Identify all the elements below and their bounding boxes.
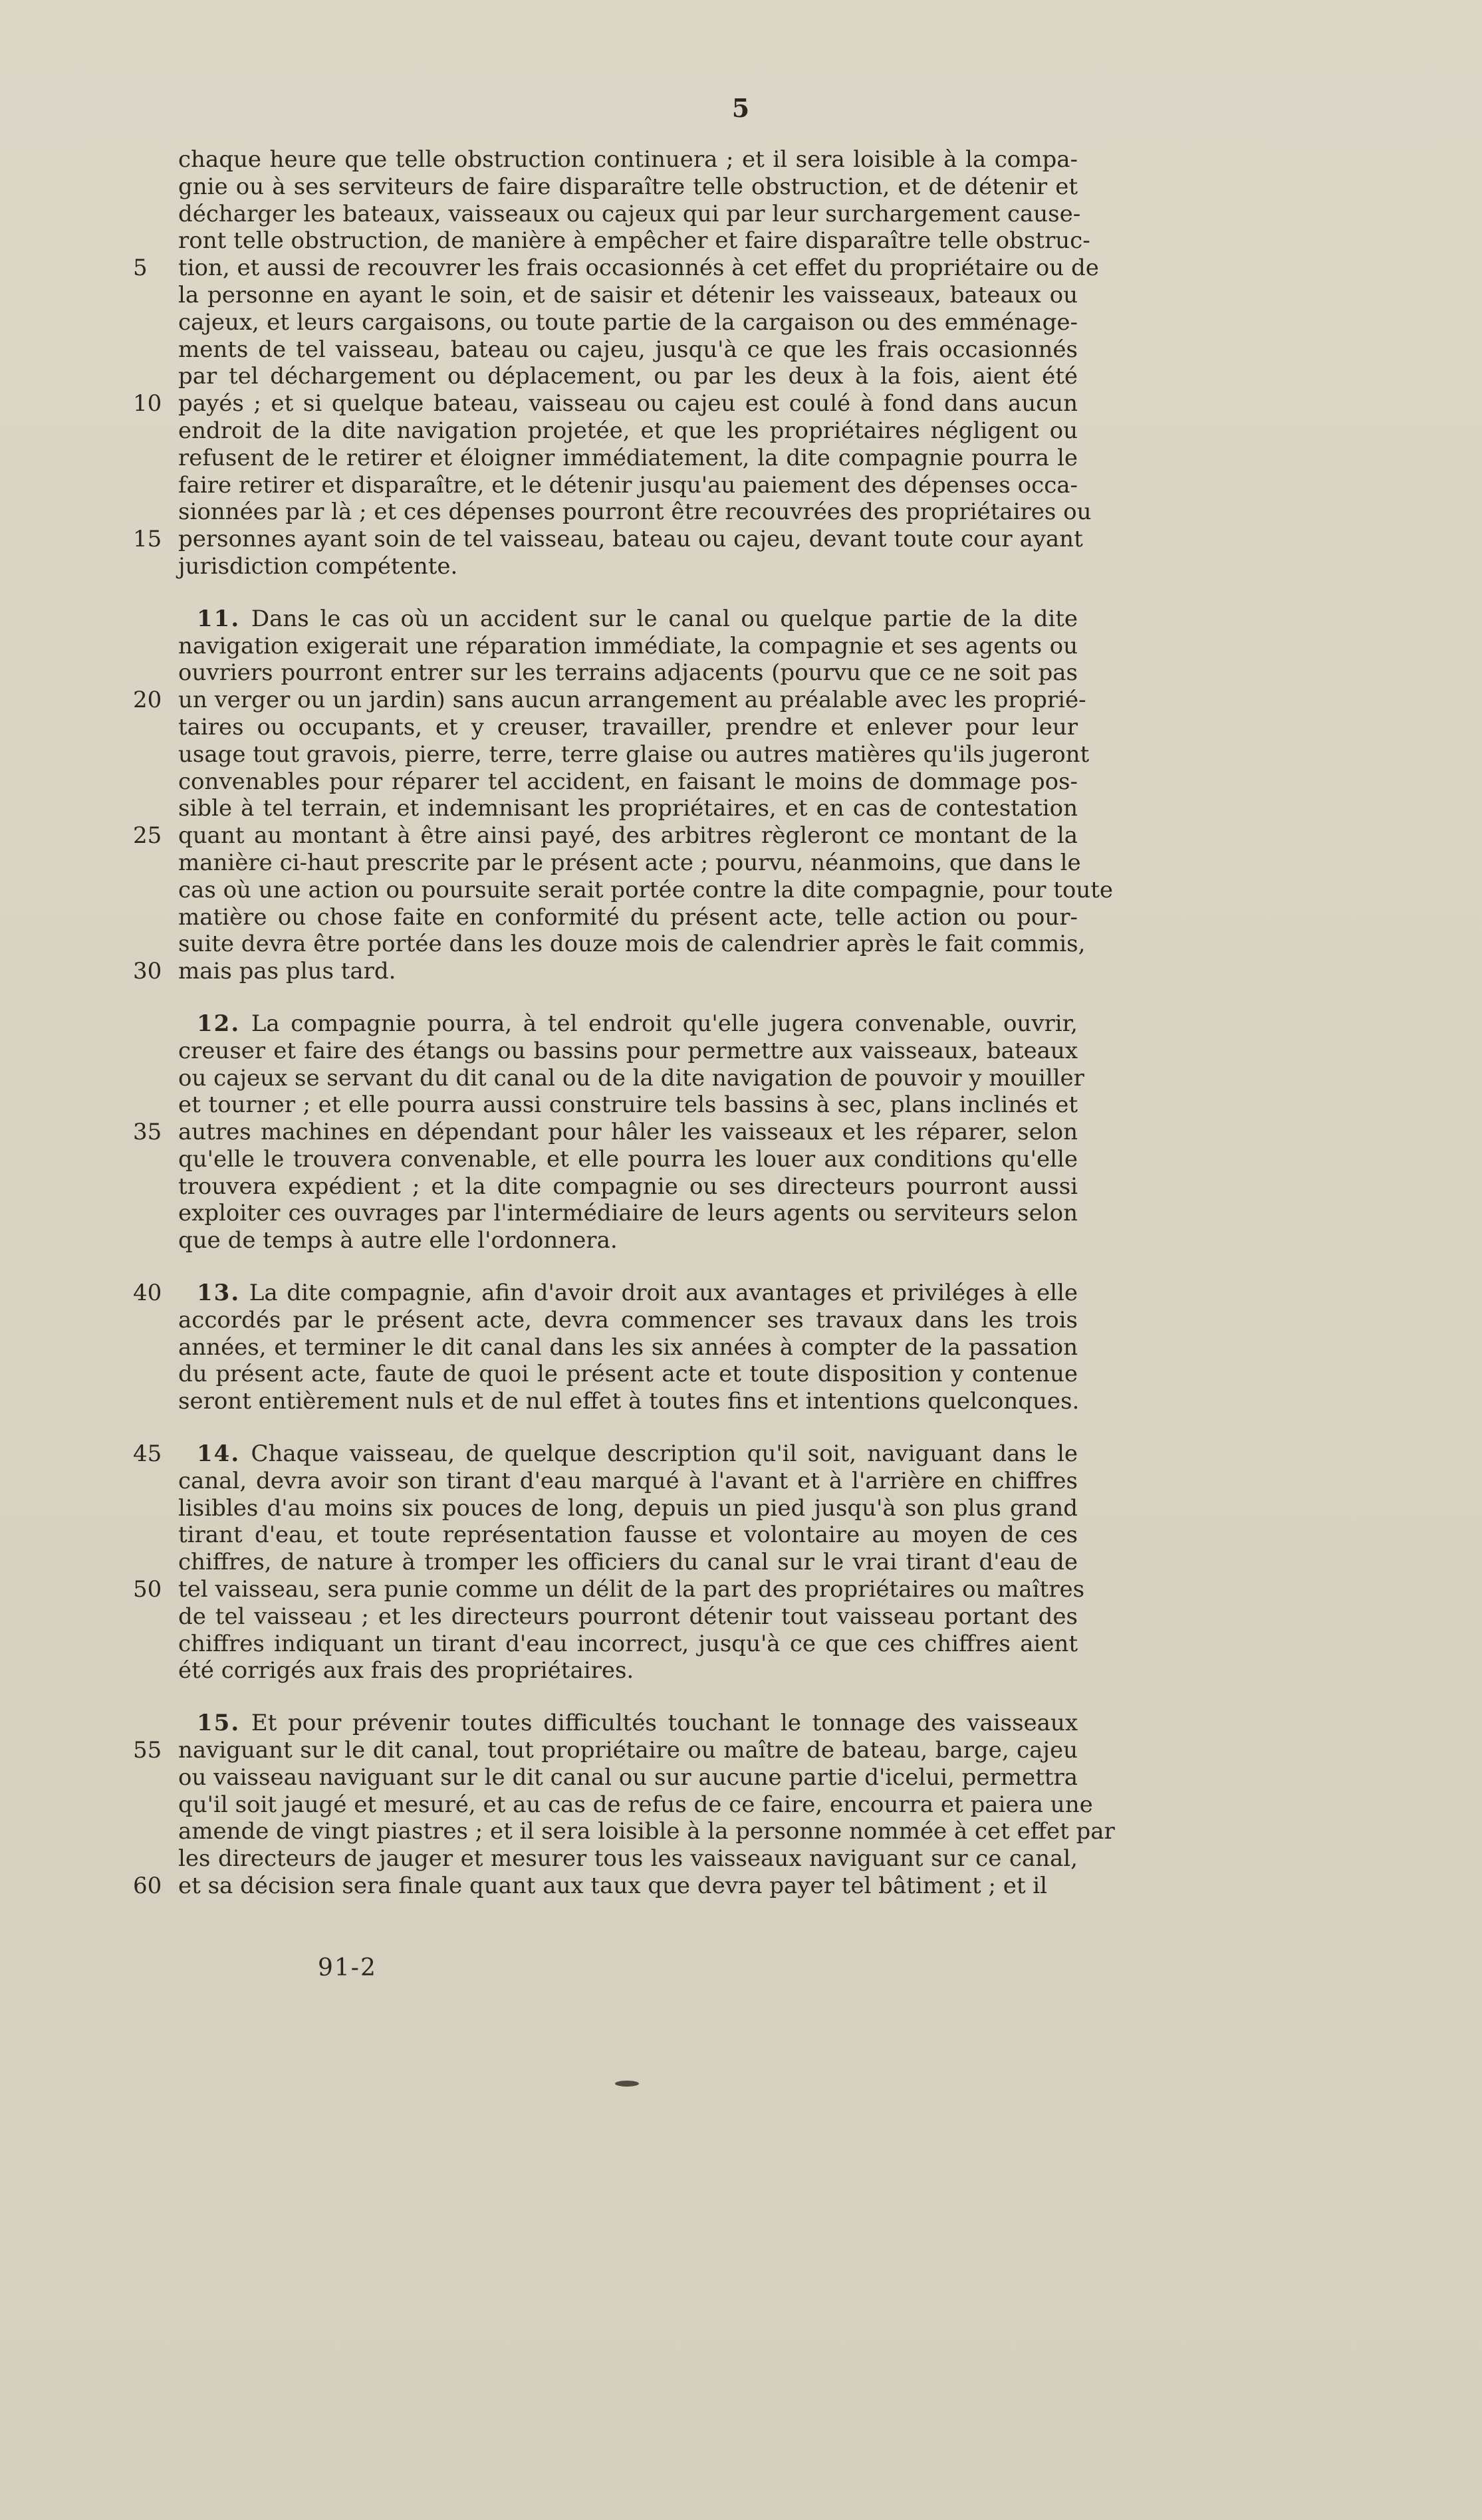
text-line (178, 282, 1078, 309)
line-text: sible à tel terrain, et indemnisant les propriétaires, et en cas de contestation (178, 795, 1078, 822)
line-text: payés ; et si quelque bateau, vaisseau ou cajeu est coulé à fond dans aucun (178, 390, 1078, 417)
line-text: par tel déchargement ou déplacement, ou par les deux à la fois, aient été (178, 363, 1078, 390)
text-line (178, 1845, 1078, 1873)
text-line (133, 1737, 1078, 1764)
text-line (178, 1388, 1078, 1415)
text-line (178, 1710, 1078, 1737)
page-number: 5 (731, 93, 751, 123)
line-text: qu'il soit jaugé et mesuré, et au cas de refus de ce faire, encourra et paiera une (178, 1791, 1093, 1818)
paragraph-gap (178, 1415, 1078, 1440)
line-text: du présent acte, faute de quoi le présent acte et toute disposition y contenue (178, 1361, 1078, 1388)
text-line (133, 1576, 1085, 1603)
line-text: chiffres, de nature à tromper les officiers du canal sur le vrai tirant d'eau de (178, 1549, 1078, 1576)
line-text: navigation exigerait une réparation immédiate, la compagnie et ses agents ou (178, 632, 1078, 659)
line-text: les directeurs de jauger et mesurer tous les vaisseaux naviguant sur ce canal, (178, 1845, 1078, 1873)
text-line (178, 904, 1078, 931)
line-text: gnie ou à ses serviteurs de faire disparaître telle obstruction, et de détenir et (178, 173, 1078, 200)
text-line (178, 1764, 1078, 1791)
line-text: matière ou chose faite en conformité du présent acte, telle action ou pour- (178, 903, 1078, 931)
line-text: exploiter ces ouvrages par l'intermédiaire de leurs agents ou serviteurs selon (178, 1200, 1078, 1227)
text-line (178, 227, 1090, 255)
text-line (178, 1064, 1084, 1092)
text-line (133, 1280, 1078, 1307)
text-line (178, 1631, 1078, 1658)
line-text: tion, et aussi de recouvrer les frais occasionnés à cet effet du propriétaire ou de (178, 255, 1099, 282)
text-line (178, 1146, 1078, 1173)
line-text: faire retirer et disparaître, et le détenir jusqu'au paiement des dépenses occa- (178, 471, 1078, 499)
line-text: sionnées par là ; et ces dépenses pourront être recouvrées des propriétaires ou (178, 499, 1092, 526)
text-line (178, 1657, 1078, 1684)
line-text: manière ci-haut prescrite par le présent acte ; pourvu, néanmoins, que dans le (178, 849, 1081, 876)
line-text: décharger les bateaux, vaisseaux ou cajeux qui par leur surchargement cause- (178, 200, 1081, 227)
margin-line-number: 30 (133, 958, 162, 985)
line-text: chaque heure que telle obstruction continuera ; et il sera loisible à la compa- (178, 146, 1078, 173)
text-line (178, 659, 1078, 687)
line-text: La compagnie pourra, à tel endroit qu'elle jugera convenable, ouvrir, (251, 1010, 1078, 1037)
line-text: ments de tel vaisseau, bateau ou cajeu, jusqu'à ce que les frais occasionnés (178, 336, 1078, 363)
margin-line-number: 45 (133, 1440, 162, 1468)
section-number: 12. (197, 1010, 241, 1037)
text-line (178, 1522, 1078, 1549)
line-text: été corrigés aux frais des propriétaires. (178, 1657, 634, 1684)
section-14 (133, 1440, 1085, 1684)
line-text: endroit de la dite navigation projetée, et que les propriétaires négligent ou (178, 417, 1078, 444)
text-line (178, 146, 1078, 173)
text-line (178, 633, 1078, 660)
section-number: 15. (197, 1710, 241, 1737)
line-text: taires ou occupants, et y creuser, travailler, prendre et enlever pour leur (178, 713, 1078, 741)
line-text: qu'elle le trouvera convenable, et elle pourra les louer aux conditions qu'elle (178, 1145, 1078, 1173)
section-number: 14. (197, 1440, 241, 1468)
line-text: mais pas plus tard. (178, 958, 396, 985)
text-line (178, 1361, 1078, 1388)
text-line (178, 445, 1078, 472)
margin-line-number: 20 (133, 687, 162, 714)
text-line (178, 931, 1086, 958)
margin-line-number: 15 (133, 526, 162, 553)
margin-line-number: 10 (133, 390, 162, 417)
text-line (178, 363, 1078, 390)
text-line (178, 1818, 1115, 1845)
paragraph-gap (178, 1684, 1078, 1710)
line-text: naviguant sur le dit canal, tout propriétaire ou maître de bateau, barge, cajeu (178, 1737, 1078, 1764)
text-line (178, 1495, 1078, 1522)
text-line (178, 499, 1092, 526)
text-line (178, 795, 1078, 822)
margin-line-number: 50 (133, 1576, 162, 1603)
line-text: amende de vingt piastres ; et il sera loisible à la personne nommée à cet effet par (178, 1818, 1115, 1845)
text-line (133, 687, 1086, 714)
statute-text (133, 146, 1115, 1900)
section-13 (133, 1280, 1080, 1415)
text-line (178, 1227, 1078, 1254)
text-line (178, 309, 1078, 336)
paragraph-gap (178, 985, 1078, 1010)
line-text: ou cajeux se servant du dit canal ou de la dite navigation de pouvoir y mouiller (178, 1064, 1084, 1091)
section-11 (133, 605, 1114, 985)
text-line (178, 1091, 1078, 1119)
margin-line-number: 40 (133, 1280, 162, 1307)
margin-line-number: 55 (133, 1737, 162, 1764)
text-line (133, 1119, 1078, 1146)
text-line (133, 390, 1078, 417)
line-text: la personne en ayant le soin, et de saisir et détenir les vaisseaux, bateaux ou (178, 281, 1078, 308)
line-text: Et pour prévenir toutes difficultés touchant le tonnage des vaisseaux (251, 1710, 1078, 1737)
text-line (178, 417, 1078, 445)
line-text: lisibles d'au moins six pouces de long, depuis un pied jusqu'à son plus grand (178, 1494, 1078, 1522)
text-line (178, 1173, 1078, 1201)
text-line (133, 958, 1078, 985)
line-text: La dite compagnie, afin d'avoir droit aux avantages et priviléges à elle (249, 1280, 1078, 1307)
paragraph-gap (178, 580, 1078, 606)
margin-line-number: 60 (133, 1873, 162, 1900)
text-line (178, 741, 1090, 768)
text-line (178, 200, 1081, 228)
text-line (178, 336, 1078, 364)
line-text: années, et terminer le dit canal dans les six années à compter de la passation (178, 1333, 1078, 1361)
text-line (133, 1873, 1078, 1900)
text-line (178, 472, 1078, 499)
line-text: trouvera expédient ; et la dite compagnie ou ses directeurs pourront aussi (178, 1173, 1078, 1200)
line-text: ront telle obstruction, de manière à empêcher et faire disparaître telle obstruc- (178, 227, 1090, 255)
line-text: autres machines en dépendant pour hâler les vaisseaux et les réparer, selon (178, 1119, 1078, 1146)
line-text: ou vaisseau naviguant sur le dit canal ou sur aucune partie d'icelui, permettra (178, 1764, 1078, 1791)
line-text: usage tout gravois, pierre, terre, terre glaise ou autres matières qu'ils jugeront (178, 741, 1090, 768)
line-text: convenables pour réparer tel accident, en faisant le moins de dommage pos- (178, 768, 1078, 795)
text-line (178, 1200, 1078, 1227)
line-text: seront entièrement nuls et de nul effet à toutes fins et intentions quelconques. (178, 1388, 1080, 1415)
margin-line-number: 5 (133, 255, 148, 282)
line-text: et sa décision sera finale quant aux taux que devra payer tel bâtiment ; et il (178, 1873, 1048, 1900)
section-15 (133, 1710, 1115, 1900)
line-text: accordés par le présent acte, devra commencer ses travaux dans les trois (178, 1306, 1078, 1333)
line-text: suite devra être portée dans les douze mois de calendrier après le fait commis, (178, 931, 1086, 958)
signature-mark: 91-2 (318, 1954, 377, 1982)
line-text: que de temps à autre elle l'ordonnera. (178, 1227, 618, 1254)
text-line (178, 714, 1078, 741)
text-line (133, 822, 1078, 850)
text-line (178, 606, 1078, 633)
line-text: de tel vaisseau ; et les directeurs pourront détenir tout vaisseau portant des (178, 1603, 1078, 1630)
line-text: refusent de le retirer et éloigner immédiatement, la dite compagnie pourra le (178, 444, 1078, 471)
text-line (178, 1468, 1078, 1495)
line-text: et tourner ; et elle pourra aussi construire tels bassins à sec, plans inclinés et (178, 1091, 1078, 1119)
text-line (178, 1307, 1078, 1334)
line-text: un verger ou un jardin) sans aucun arrangement au préalable avec les proprié- (178, 687, 1086, 714)
text-line (178, 876, 1114, 904)
text-line (178, 1549, 1078, 1576)
text-line (178, 849, 1081, 877)
text-line (133, 526, 1083, 553)
section-number: 13. (197, 1280, 241, 1307)
text-line (133, 1440, 1078, 1468)
line-text: jurisdiction compétente. (178, 552, 458, 580)
line-text: tel vaisseau, sera punie comme un délit de la part des propriétaires ou maîtres (178, 1576, 1085, 1603)
line-text: personnes ayant soin de tel vaisseau, bateau ou cajeu, devant toute cour ayant (178, 526, 1083, 553)
line-text: tirant d'eau, et toute représentation fausse et volontaire au moyen de ces (178, 1522, 1078, 1549)
text-line (178, 1334, 1078, 1361)
margin-line-number: 35 (133, 1119, 162, 1146)
line-text: quant au montant à être ainsi payé, des arbitres règleront ce montant de la (178, 822, 1078, 850)
line-text: cas où une action ou poursuite serait portée contre la dite compagnie, pour toute (178, 876, 1114, 903)
margin-line-number: 25 (133, 822, 162, 850)
line-text: ouvriers pourront entrer sur les terrains adjacents (pourvu que ce ne soit pas (178, 659, 1078, 687)
line-text: Chaque vaisseau, de quelque description qu'il soit, naviguant dans le (251, 1440, 1078, 1468)
text-line (178, 553, 1078, 580)
text-line (178, 173, 1078, 201)
ink-smudge (615, 2081, 639, 2087)
text-line (178, 1010, 1078, 1038)
text-line (178, 1038, 1078, 1065)
line-text: chiffres indiquant un tirant d'eau incorrect, jusqu'à ce que ces chiffres aient (178, 1630, 1078, 1657)
text-line (178, 1791, 1093, 1819)
paragraph-gap (178, 1254, 1078, 1280)
paragraph-continuation (133, 146, 1099, 580)
text-line (178, 1603, 1078, 1631)
section-12 (133, 1010, 1084, 1254)
line-text: canal, devra avoir son tirant d'eau marqué à l'avant et à l'arrière en chiffres (178, 1467, 1078, 1494)
text-line (133, 255, 1099, 282)
text-line (178, 768, 1078, 796)
line-text: cajeux, et leurs cargaisons, ou toute partie de la cargaison ou des emménage- (178, 308, 1078, 336)
section-number: 11. (197, 605, 241, 632)
line-text: creuser et faire des étangs ou bassins pour permettre aux vaisseaux, bateaux (178, 1037, 1078, 1064)
line-text: Dans le cas où un accident sur le canal ou quelque partie de la dite (251, 605, 1078, 632)
